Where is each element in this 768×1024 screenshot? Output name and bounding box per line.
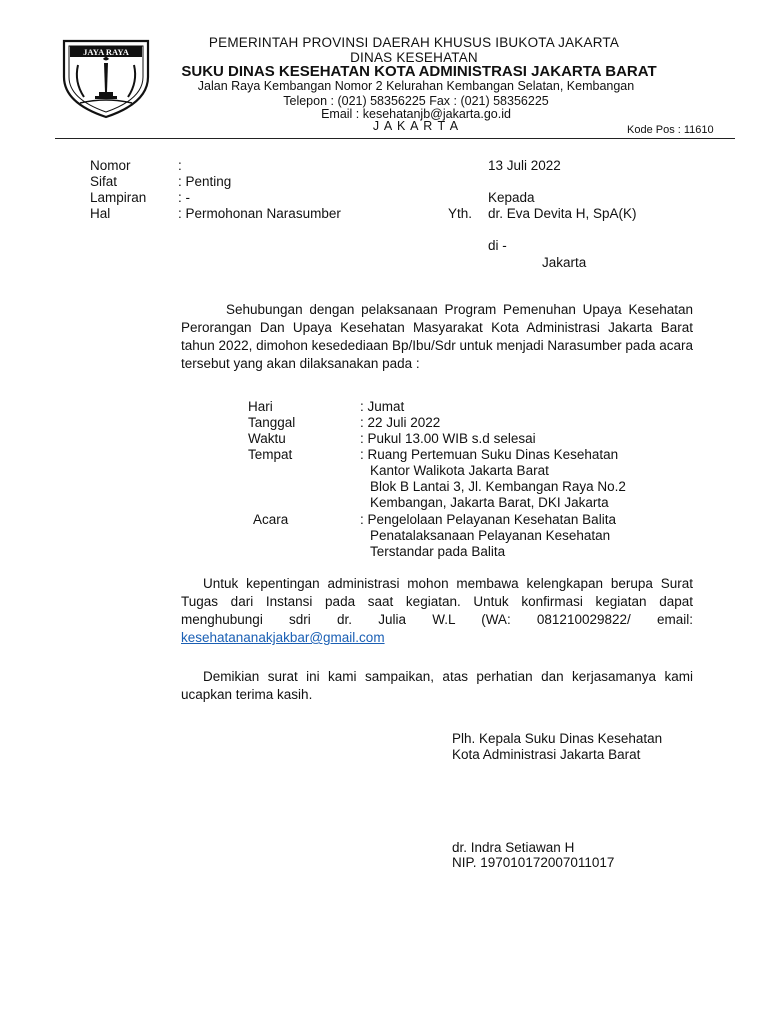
nomor-value: :	[178, 158, 182, 173]
body-paragraph-admin	[181, 575, 693, 647]
hal-value: : Permohonan Narasumber	[178, 206, 341, 221]
body-paragraph-closing	[181, 668, 693, 704]
header-phone: Telepon : (021) 58356225 Fax : (021) 58356225	[283, 94, 549, 108]
acara-line: Penatalaksanaan Pelayanan Kesehatan	[370, 528, 611, 543]
header-postal-code: Kode Pos : 11610	[627, 124, 714, 136]
header-department-line: DINAS KESEHATAN	[350, 50, 478, 65]
waktu-label: Waktu	[248, 431, 286, 446]
signatory-name: dr. Indra Setiawan H	[452, 840, 575, 855]
recipient-place: Jakarta	[542, 255, 587, 270]
hari-value: : Jumat	[360, 399, 405, 414]
kepada-label: Kepada	[488, 190, 535, 205]
di-label: di -	[488, 238, 507, 253]
letter-date: 13 Juli 2022	[488, 158, 561, 173]
header-email: Email : kesehatanjb@jakarta.go.id	[321, 107, 511, 121]
tempat-line: Kantor Walikota Jakarta Barat	[370, 463, 549, 478]
signatory-office: Kota Administrasi Jakarta Barat	[452, 747, 641, 762]
tanggal-value: : 22 Juli 2022	[360, 415, 441, 430]
lampiran-label: Lampiran	[90, 190, 147, 205]
yth-label: Yth.	[448, 206, 473, 221]
intro-text: Sehubungan dengan pelaksanaan Program Pemenuhan Upaya Kesehatan Perorangan Dan Upaya Kesehatan Masyarakat Kota Administrasi Jakarta Barat tahun 2022, dimohon kesedediaan Bp/Ibu/Sdr untuk menjadi Narasumber pada acara tersebut yang akan dilaksanakan pada :	[181, 302, 693, 371]
tanggal-label: Tanggal	[248, 415, 296, 430]
letterhead-divider	[55, 138, 735, 139]
header-agency-name: SUKU DINAS KESEHATAN KOTA ADMINISTRASI JAKARTA BARAT	[181, 63, 657, 80]
acara-line: : Pengelolaan Pelayanan Kesehatan Balita	[360, 512, 616, 527]
acara-line: Terstandar pada Balita	[370, 544, 506, 559]
header-government-line: PEMERINTAH PROVINSI DAERAH KHUSUS IBUKOTA JAKARTA	[208, 35, 620, 50]
nomor-label: Nomor	[90, 158, 131, 173]
hal-label: Hal	[90, 206, 111, 221]
recipient-name: dr. Eva Devita H, SpA(K)	[488, 206, 637, 221]
tempat-line: Kembangan, Jakarta Barat, DKI Jakarta	[370, 495, 609, 510]
logo-motto-text: JAYA RAYA	[83, 47, 129, 57]
waktu-value: : Pukul 13.00 WIB s.d selesai	[360, 431, 536, 446]
signatory-title: Plh. Kepala Suku Dinas Kesehatan	[452, 731, 663, 746]
header-address: Jalan Raya Kembangan Nomor 2 Kelurahan Kembangan Selatan, Kembangan	[197, 79, 635, 93]
sifat-value: : Penting	[178, 174, 232, 189]
tempat-line: Blok B Lantai 3, Jl. Kembangan Raya No.2	[370, 479, 626, 494]
sifat-label: Sifat	[90, 174, 118, 189]
tempat-line: : Ruang Pertemuan Suku Dinas Kesehatan	[360, 447, 619, 462]
hari-label: Hari	[248, 399, 273, 414]
header-city: J A K A R T A	[372, 119, 460, 133]
acara-label: Acara	[253, 512, 289, 527]
body-paragraph-intro	[181, 301, 693, 373]
admin-text: Untuk kepentingan administrasi mohon membawa kelengkapan berupa Surat Tugas dari Instansi pada saat kegiatan. Untuk konfirmasi kegiatan dapat menghubungi sdri dr. Julia W.L (WA: 081210029822/ email:	[181, 576, 693, 627]
signatory-nip: NIP. 197010172007011017	[452, 855, 615, 870]
lampiran-value: : -	[178, 190, 190, 205]
tempat-label: Tempat	[248, 447, 293, 462]
contact-email-link[interactable]: kesehatananakjakbar@gmail.com	[181, 630, 385, 645]
closing-text: Demikian surat ini kami sampaikan, atas perhatian dan kerjasamanya kami ucapkan terima kasih.	[181, 669, 693, 702]
